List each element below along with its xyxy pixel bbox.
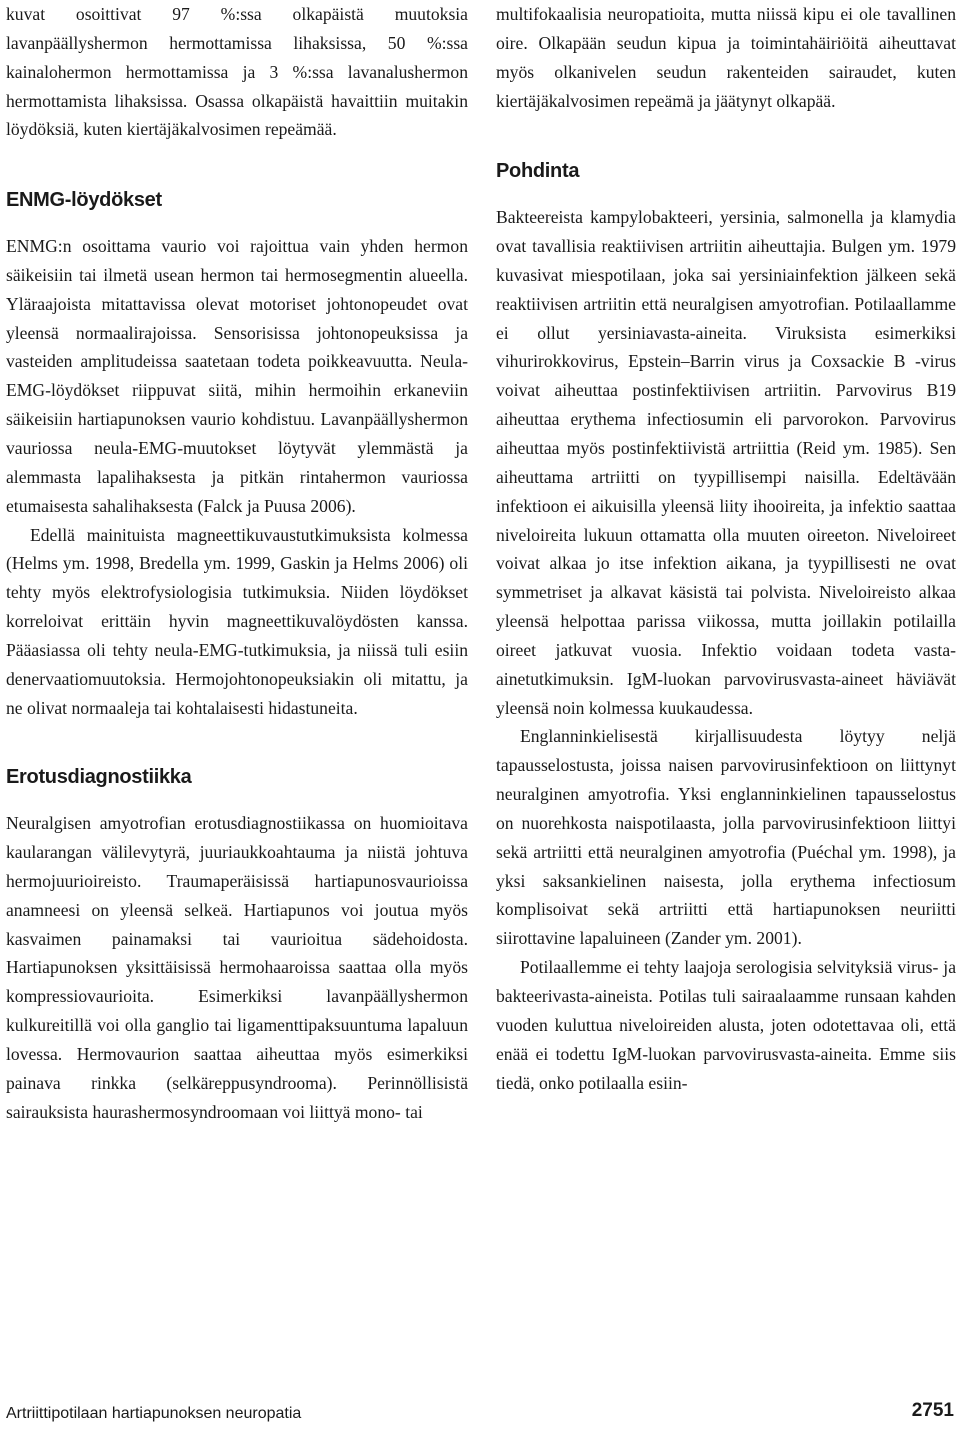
left-column [6,0,468,1127]
paragraph-erotusdiagnostiikka: Neuralgisen amyotrofian erotusdiagnostiikassa on huomioitava kaularangan välilevytyrä, juuriaukkoahtauma ja niistä johtuva hermojuurioireisto. Traumaperäisissä hartiapunosvaurioissa anamneesi on yleensä selkeä. Hartiapunos voi joutua myös kasvaimen painamaksi tai vaurioitua sädehoidosta. Hartiapunoksen yksittäisissä hermohaaroissa saattaa olla myös kompressiovaurioita. Esimerkiksi lavanpäällyshermon kulkureitillä voi olla ganglio tai ligamenttipaksuuntuma lapaluun lovessa. Hermovaurion saattaa aiheuttaa myös esimerkiksi painava rinkka (selkäreppusyndrooma). Perinnöllisistä sairauksista haurashermosyndroomaan voi liittyä mono- tai [6,813,468,1122]
paragraph-pohdinta-2: Englanninkielisestä kirjallisuudesta löytyy neljä tapausselostusta, joissa naisen parvovirusinfektioon on liittynyt neuralginen amyotrofia. Yksi englanninkielinen tapausselostus on nuorehkosta naispotilaasta, jolla parvovirusinfektioon liittyi sekä artriitti että neuralginen amyotrofia (Puéchal ym. 1998), ja yksi saksankielinen naisesta, jolla erythema infectiosum komplisoivat sekä artriitti että hartiapunoksen neuriitti siirottavine lapaluineen (Zander ym. 2001). [496,726,956,949]
paragraph-pohdinta-1: Bakteereista kampylobakteeri, yersinia, salmonella ja klamydia ovat tavallisia reaktiivisen artriitin aiheuttajia. Bulgen ym. 1979 kuvasivat miespotilaan, joka sai yersiniainfektion jälkeen sekä reaktiivisen artriitin että neuralgisen amyotrofian. Potilaallamme ei ollut yersiniavasta-aineita. Viruksista esimerkiksi vihurirokkovirus, Epstein–Barrin virus ja Coxsackie B -virus voivat aiheuttaa postinfektiivisen artriitin. Parvovirus B19 aiheuttaa erythema infectiosumin eli parvorokon. Parvovirus aiheuttaa myös postinfektiivistä artriittia (Reid ym. 1985). Sen aiheuttama artriitti on tyypillisempi naisilla. Edeltävään infektioon ei aikuisilla yleensä liity ihooireita, ja infektio saattaa niveloireita lukuun ottamatta olla muuten oireeton. Niveloireet voivat alkaa jo itse infektion aikana, ja tyypillisesti ne ovat symmetriset ja alkavat käsistä tai polvista. Niveloireisto alkaa yleensä helpottaa parissa viikossa, mutta joillakin potilailla oireet jatkuvat vuosia. Infektio voidaan todeta vasta-ainetutkimuksin. IgM-luokan parvovirusvasta-aineet häviävät yleensä noin kolmessa kuukaudessa. [496,207,956,718]
right-column [496,0,956,1097]
running-title: Artriittipotilaan hartiapunoksen neuropatia [6,1405,302,1422]
paragraph-pohdinta-3: Potilaallemme ei tehty laajoja serologisia selvityksiä virus- ja bakteerivasta-aineista. Potilas tuli sairaalaamme runsaan kahden vuoden kuluttua niveloireiden alusta, joten odotettavaa oli, että enää ei todettu IgM-luokan parvovirusvasta-aineita. Emme siis tiedä, onko potilaalla esiin- [496,957,956,1093]
section-heading-pohdinta: Pohdinta [496,160,580,183]
paragraph-enmg-2: Edellä mainituista magneettikuvaustutkimuksista kolmessa (Helms ym. 1998, Bredella ym. 1999, Gaskin ja Helms 2006) oli tehty myös elektrofysiologisia tutkimuksia. Niiden löydökset korreloivat erittäin hyvin magneettikuvalöydösten kanssa. Pääasiassa oli tehty neula-EMG-tutkimuksia, ja niissä tuli esiin denervaatiomuutoksia. Hermojohtonopeuksiakin oli mitattu, ja ne olivat normaaleja tai kohtalaisesti hidastuneita. [6,524,468,718]
paragraph-enmg-1: ENMG:n osoittama vaurio voi rajoittua vain yhden hermon säikeisiin tai ilmetä usean hermon tai hermosegmentin alueella. Yläraajoista mitattavissa olevat motoriset johtonopeudet ovat yleensä normaalirajoissa. Sensorisissa johtonopeuksissa ja vasteiden amplitudeissa saatetaan todeta poikkeavuutta. Neula-EMG-löydökset riippuvat siitä, mihin hermoihin erkaneviin säikeisiin hartiapunoksen vaurio kohdistuu. Lavanpäällyshermon vauriossa neula-EMG-muutokset löytyvät ylemmästä ja alemmasta lapalihaksesta ja pitkän rintahermon vauriossa etumaisesta sahalihaksesta (Falck ja Puusa 2006). [6,236,468,516]
section-heading-enmg: ENMG-löydökset [6,189,162,212]
paragraph-intro-continuation: kuvat osoittivat 97 %:ssa olkapäistä muutoksia lavanpäällyshermon hermottamissa lihaksissa, 50 %:ssa kainalohermon hermottamissa ja 3 %:ssa lavanalushermon hermottamista lihaksissa. Osassa olkapäistä havaittiin muitakin löydöksiä, kuten kiertäjäkalvosimen repeämää. [6,4,468,140]
section-heading-erotusdiagnostiikka: Erotusdiagnostiikka [6,766,192,789]
paragraph-continuation: multifokaalisia neuropatioita, mutta niissä kipu ei ole tavallinen oire. Olkapään seudun kipua ja toimintahäiriöitä aiheuttavat myös olkanivelen seudun rakenteiden sairaudet, kuten kiertäjäkalvosimen repeämä ja jäätynyt olkapää. [496,4,956,111]
page-number: 2751 [911,1400,954,1421]
